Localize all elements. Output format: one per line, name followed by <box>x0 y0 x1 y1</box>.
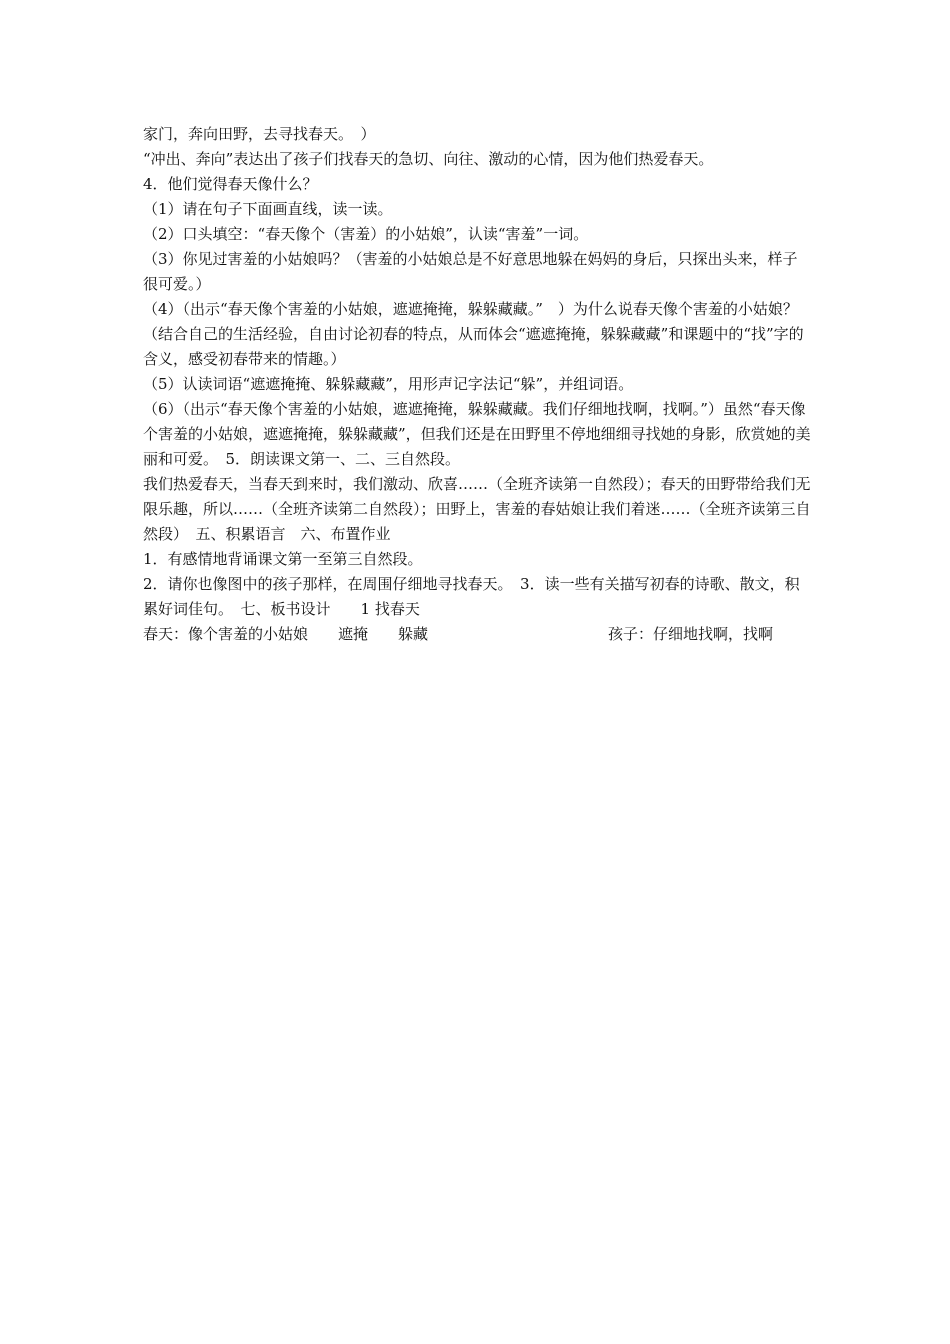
paragraph-line: （2）口头填空：“春天像个（害羞）的小姑娘”，认读“害羞”一词。 <box>143 225 589 243</box>
document-body <box>143 122 811 647</box>
paragraph-line: （1）请在句子下面画直线，读一读。 <box>143 200 393 218</box>
paragraph-line: 1．有感情地背诵课文第一至第三自然段。 <box>143 550 423 568</box>
paragraph-line: （6）（出示“春天像个害羞的小姑娘，遮遮掩掩，躲躲藏藏。我们仔细地找啊，找啊。”）虽然“春天像个害羞的小姑娘，遮遮掩掩，躲躲藏藏”，但我们还是在田野里不停地细细寻找她的身影，欣赏她的美丽和可爱。 5．朗读课文第一、二、三自然段。 <box>143 400 811 468</box>
paragraph-line: 我们热爱春天，当春天到来时，我们激动、欣喜……（全班齐读第一自然段）；春天的田野带给我们无限乐趣，所以……（全班齐读第二自然段）；田野上，害羞的春姑娘让我们着迷……（全班齐读第三自然段） 五、积累语言 六、布置作业 <box>143 475 811 543</box>
paragraph-line: （5）认读词语“遮遮掩掩、躲躲藏藏”，用形声记字法记“躲”，并组词语。 <box>143 375 634 393</box>
paragraph-line: （4）（出示“春天像个害羞的小姑娘，遮遮掩掩，躲躲藏藏。” ）为什么说春天像个害羞的小姑娘？（结合自己的生活经验，自由讨论初春的特点，从而体会“遮遮掩掩，躲躲藏藏”和课题中的“找”字的含义，感受初春带来的情趣。） <box>143 300 804 368</box>
paragraph-line: 春天：像个害羞的小姑娘 遮掩 躲藏 孩子：仔细地找啊，找啊 <box>143 625 774 643</box>
paragraph-line: 家门，奔向田野，去寻找春天。 ） <box>143 125 376 143</box>
paragraph-line: 4．他们觉得春天像什么？ <box>143 175 318 193</box>
paragraph-line: 2．请你也像图中的孩子那样，在周围仔细地寻找春天。 3．读一些有关描写初春的诗歌、散文，积累好词佳句。 七、板书设计 1 找春天 <box>143 575 800 618</box>
paragraph-line: （3）你见过害羞的小姑娘吗？（害羞的小姑娘总是不好意思地躲在妈妈的身后，只探出头来，样子很可爱。） <box>143 250 798 293</box>
paragraph-line: “冲出、奔向”表达出了孩子们找春天的急切、向往、激动的心情，因为他们热爱春天。 <box>143 150 714 168</box>
